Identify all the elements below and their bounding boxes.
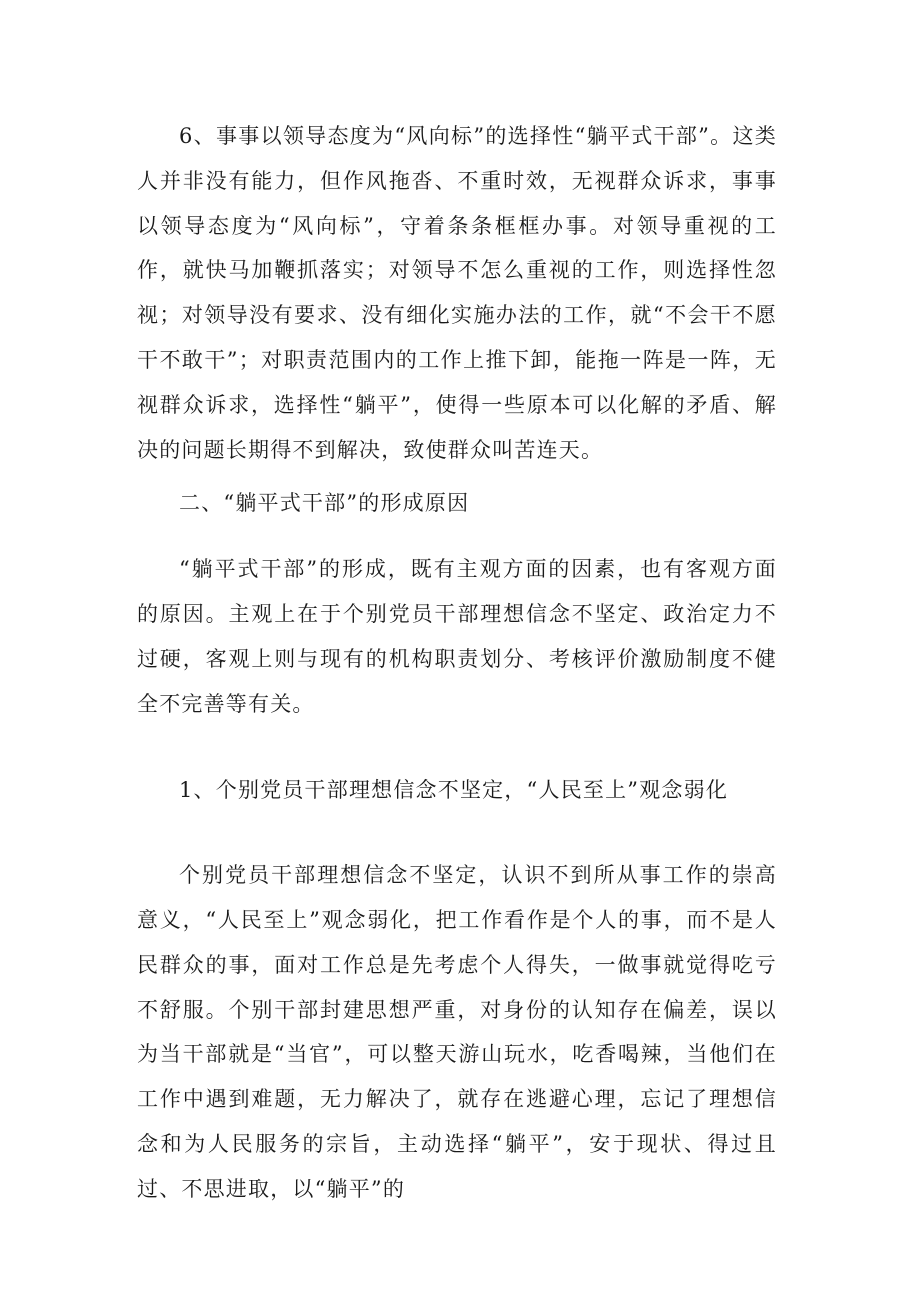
subsection-body-paragraph: 个别党员干部理想信念不坚定，认识不到所从事工作的崇高意义，“人民至上”观念弱化，把工作看作是个人的事，而不是人民群众的事，面对工作总是先考虑个人得失，一做事就觉得吃亏不舒服。个别干部封建思想严重，对身份的认知存在偏差，误以为当干部就是“当官”，可以整天游山玩水，吃香喝辣，当他们在工作中遇到难题，无力解决了，就存在逃避心理，忘记了理想信念和为人民服务的宗旨，主动选择“躺平”，安于现状、得过且过、不思进取，以“躺平”的 — [137, 863, 777, 1201]
subsection-heading-1: 1、个别党员干部理想信念不坚定，“人民至上”观念弱化 — [179, 778, 729, 803]
section-intro-paragraph: “躺平式干部”的形成，既有主观方面的因素，也有客观方面的原因。主观上在于个别党员干部理想信念不坚定、政治定力不过硬，客观上则与现有的机构职责划分、考核评价激励制度不健全不完善等有关。 — [137, 557, 777, 716]
paragraph-item-6: 6、事事以领导态度为“风向标”的选择性“躺平式干部”。这类人并非没有能力，但作风拖沓、不重时效，无视群众诉求，事事以领导态度为“风向标”，守着条条框框办事。对领导重视的工作，就快马加鞭抓落实；对领导不怎么重视的工作，则选择性忽视；对领导没有要求、没有细化实施办法的工作，就“不会干不愿干不敢干”；对职责范围内的工作上推下卸，能拖一阵是一阵，无视群众诉求，选择性“躺平”，使得一些原本可以化解的矛盾、解决的问题长期得不到解决，致使群众叫苦连天。 — [137, 124, 777, 462]
section-heading-causes: 二、“躺平式干部”的形成原因 — [179, 491, 470, 516]
document-body — [137, 114, 777, 1212]
